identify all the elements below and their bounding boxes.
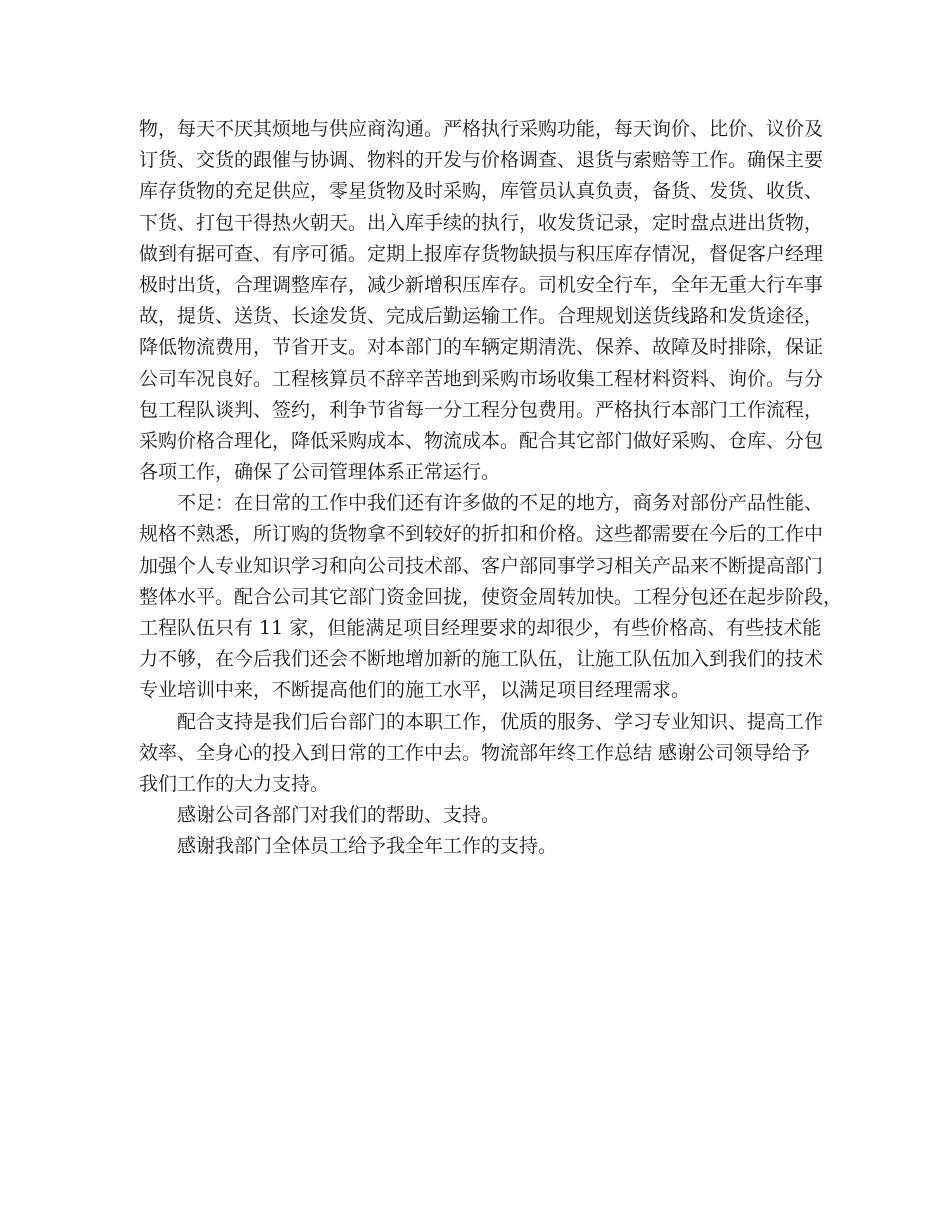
text-line: 整体水平。配合公司其它部门资金回拢，使资金周转加快。工程分包还在起步阶段， xyxy=(139,585,843,608)
text-line: 加强个人专业知识学习和向公司技术部、客户部同事学习相关产品来不断提高部门 xyxy=(139,554,824,577)
text-line: 工程队伍只有 11 家，但能满足项目经理要求的却很少，有些价格高、有些技术能 xyxy=(139,617,822,639)
text-line: 配合支持是我们后台部门的本职工作，优质的服务、学习专业知识、提高工作 xyxy=(177,710,824,733)
text-line: 各项工作，确保了公司管理体系正常运行。 xyxy=(139,461,501,484)
text-line: 极时出货，合理调整库存，减少新增积压库存。司机安全行车，全年无重大行车事 xyxy=(139,273,824,296)
text-line: 力不够，在今后我们还会不断地增加新的施工队伍，让施工队伍加入到我们的技术 xyxy=(139,648,824,671)
paragraph-thanks-staff xyxy=(139,831,829,862)
text-line: 下货、打包干得热火朝天。出入库手续的执行，收发货记录，定时盘点进出货物， xyxy=(139,211,824,234)
text-line: 降低物流费用，节省开支。对本部门的车辆定期清洗、保养、故障及时排除，保证 xyxy=(139,336,824,359)
document-body xyxy=(139,114,843,863)
text-line: 包工程队谈判、签约，利争节省每一分工程分包费用。严格执行本部门工作流程， xyxy=(139,398,824,421)
text-line: 订货、交货的跟催与协调、物料的开发与价格调查、退货与索赔等工作。确保主要 xyxy=(139,149,824,172)
text-line: 故，提货、送货、长途发货、完成后勤运输工作。合理规划送货线路和发货途径， xyxy=(139,305,824,328)
text-line: 公司车况良好。工程核算员不辞辛苦地到采购市场收集工程材料资料、询价。与分 xyxy=(139,367,824,390)
text-line: 效率、全身心的投入到日常的工作中去。物流部年终工作总结 感谢公司领导给予 xyxy=(139,741,811,764)
paragraph-shortcomings xyxy=(139,488,843,706)
paragraph-thanks-departments xyxy=(139,800,829,831)
text-line: 专业培训中来，不断提高他们的施工水平，以满足项目经理需求。 xyxy=(139,679,691,702)
text-line: 感谢公司各部门对我们的帮助、支持。 xyxy=(177,804,501,827)
text-line: 采购价格合理化，降低采购成本、物流成本。配合其它部门做好采购、仓库、分包 xyxy=(139,429,824,452)
text-line: 规格不熟悉，所订购的货物拿不到较好的折扣和价格。这些都需要在今后的工作中 xyxy=(139,523,824,546)
paragraph-support xyxy=(139,707,829,801)
text-line: 不足：在日常的工作中我们还有许多做的不足的地方，商务对部份产品性能、 xyxy=(177,492,824,515)
text-line: 感谢我部门全体员工给予我全年工作的支持。 xyxy=(177,835,558,858)
text-line: 物，每天不厌其烦地与供应商沟通。严格执行采购功能，每天询价、比价、议价及 xyxy=(139,118,824,140)
text-line: 我们工作的大力支持。 xyxy=(139,772,330,795)
text-line: 做到有据可查、有序可循。定期上报库存货物缺损与积压库存情况，督促客户经理 xyxy=(139,242,824,265)
text-line: 库存货物的充足供应，零星货物及时采购，库管员认真负责，备货、发货、收货、 xyxy=(139,180,824,203)
paragraph-work-summary xyxy=(139,114,829,488)
